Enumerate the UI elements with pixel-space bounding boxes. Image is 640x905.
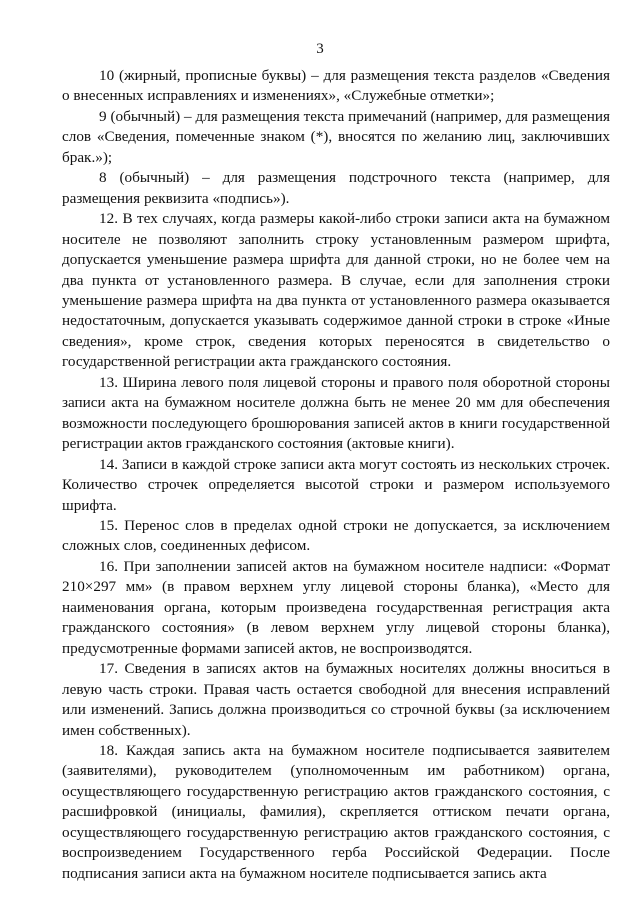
document-body	[62, 66, 610, 884]
paragraph-item-15: 15. Перенос слов в пределах одной строки не допускается, за исключением сложных слов, соединенных дефисом.	[62, 516, 610, 555]
paragraph-item-14: 14. Записи в каждой строке записи акта могут состоять из нескольких строчек. Количество строчек определяется высотой строки и размером используемого шрифта.	[62, 455, 610, 514]
paragraph-font-size-8: 8 (обычный) – для размещения подстрочного текста (например, для размещения реквизита «подпись»).	[62, 169, 610, 207]
paragraph-item-12: 12. В тех случаях, когда размеры какой-либо строки записи акта на бумажном носителе не позволяют заполнить строку установленным размером шрифта, допускается уменьшение размера шрифта для данной строки, но не более чем на два пункта от установленного размера. В случае, если для заполнения строки уменьшение размера шрифта на два пункта от установленного размера оказывается недостаточным, допускается указывать содержимое данной строки в строке «Иные сведения», кроме строк, сведения которых переносятся в свидетельство о государственной регистрации акта гражданского состояния.	[62, 210, 610, 371]
paragraph-font-size-9: 9 (обычный) – для размещения текста примечаний (например, для размещения слов «Сведения, помеченные знаком (*), вносятся по желанию лиц, заключивших брак.»);	[62, 107, 610, 166]
paragraph-font-size-10: 10 (жирный, прописные буквы) – для размещения текста разделов «Сведения о внесенных исправлениях и изменениях», «Служебные отметки»;	[62, 67, 610, 105]
page-number: 3	[316, 41, 324, 57]
paragraph-item-13: 13. Ширина левого поля лицевой стороны и правого поля оборотной стороны записи акта на бумажном носителе должна быть не менее 20 мм для обеспечения возможности последующего брошюрования записей актов в книги государственной регистрации актов гражданского состояния (актовые книги).	[62, 373, 610, 453]
paragraph-item-16: 16. При заполнении записей актов на бумажном носителе надписи: «Формат 210×297 мм» (в правом верхнем углу лицевой стороны бланка), «Место для наименования органа, которым произведена государственная регистрация акта гражданского состояния» (в левом верхнем углу лицевой стороны бланка), предусмотренные формами записей актов, не воспроизводятся.	[62, 557, 610, 657]
paragraph-item-17: 17. Сведения в записях актов на бумажных носителях должны вноситься в левую часть строки. Правая часть остается свободной для внесения исправлений или изменений. Запись должна производиться со строчной буквы (за исключением имен собственных).	[62, 660, 610, 739]
paragraph-item-18: 18. Каждая запись акта на бумажном носителе подписывается заявителем (заявителями), руководителем (уполномоченным им работником) органа, осуществляющего государственную регистрацию актов гражданского состояния, с расшифровкой (инициалы, фамилия), скрепляется оттиском печати органа, осуществляющего государственную регистрацию актов гражданского состояния, с воспроизведением Государственного герба Российской Федерации. После подписания записи акта на бумажном носителе подписывается запись акта	[62, 741, 610, 882]
